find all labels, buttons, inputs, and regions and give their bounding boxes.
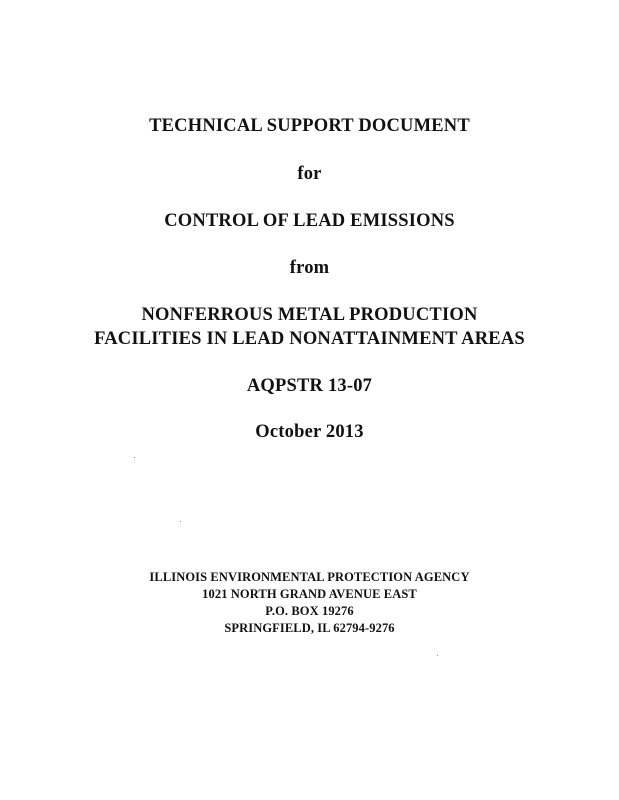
document-subject: CONTROL OF LEAD EMISSIONS (164, 211, 455, 231)
agency-name: ILLINOIS ENVIRONMENTAL PROTECTION AGENCY (149, 570, 470, 584)
scan-speck (437, 655, 438, 656)
agency-street: 1021 NORTH GRAND AVENUE EAST (202, 587, 417, 601)
scan-speck (134, 457, 135, 458)
agency-po-box: P.O. BOX 19276 (265, 604, 354, 618)
source-line-1: NONFERROUS METAL PRODUCTION (141, 305, 478, 325)
document-date: October 2013 (255, 422, 364, 442)
source-line-2: FACILITIES IN LEAD NONATTAINMENT AREAS (94, 329, 525, 349)
document-title: TECHNICAL SUPPORT DOCUMENT (149, 116, 470, 136)
for-label: for (297, 164, 322, 184)
scan-speck (180, 521, 181, 522)
from-label: from (289, 258, 330, 278)
report-number: AQPSTR 13-07 (246, 376, 373, 396)
agency-city: SPRINGFIELD, IL 62794-9276 (224, 621, 395, 635)
